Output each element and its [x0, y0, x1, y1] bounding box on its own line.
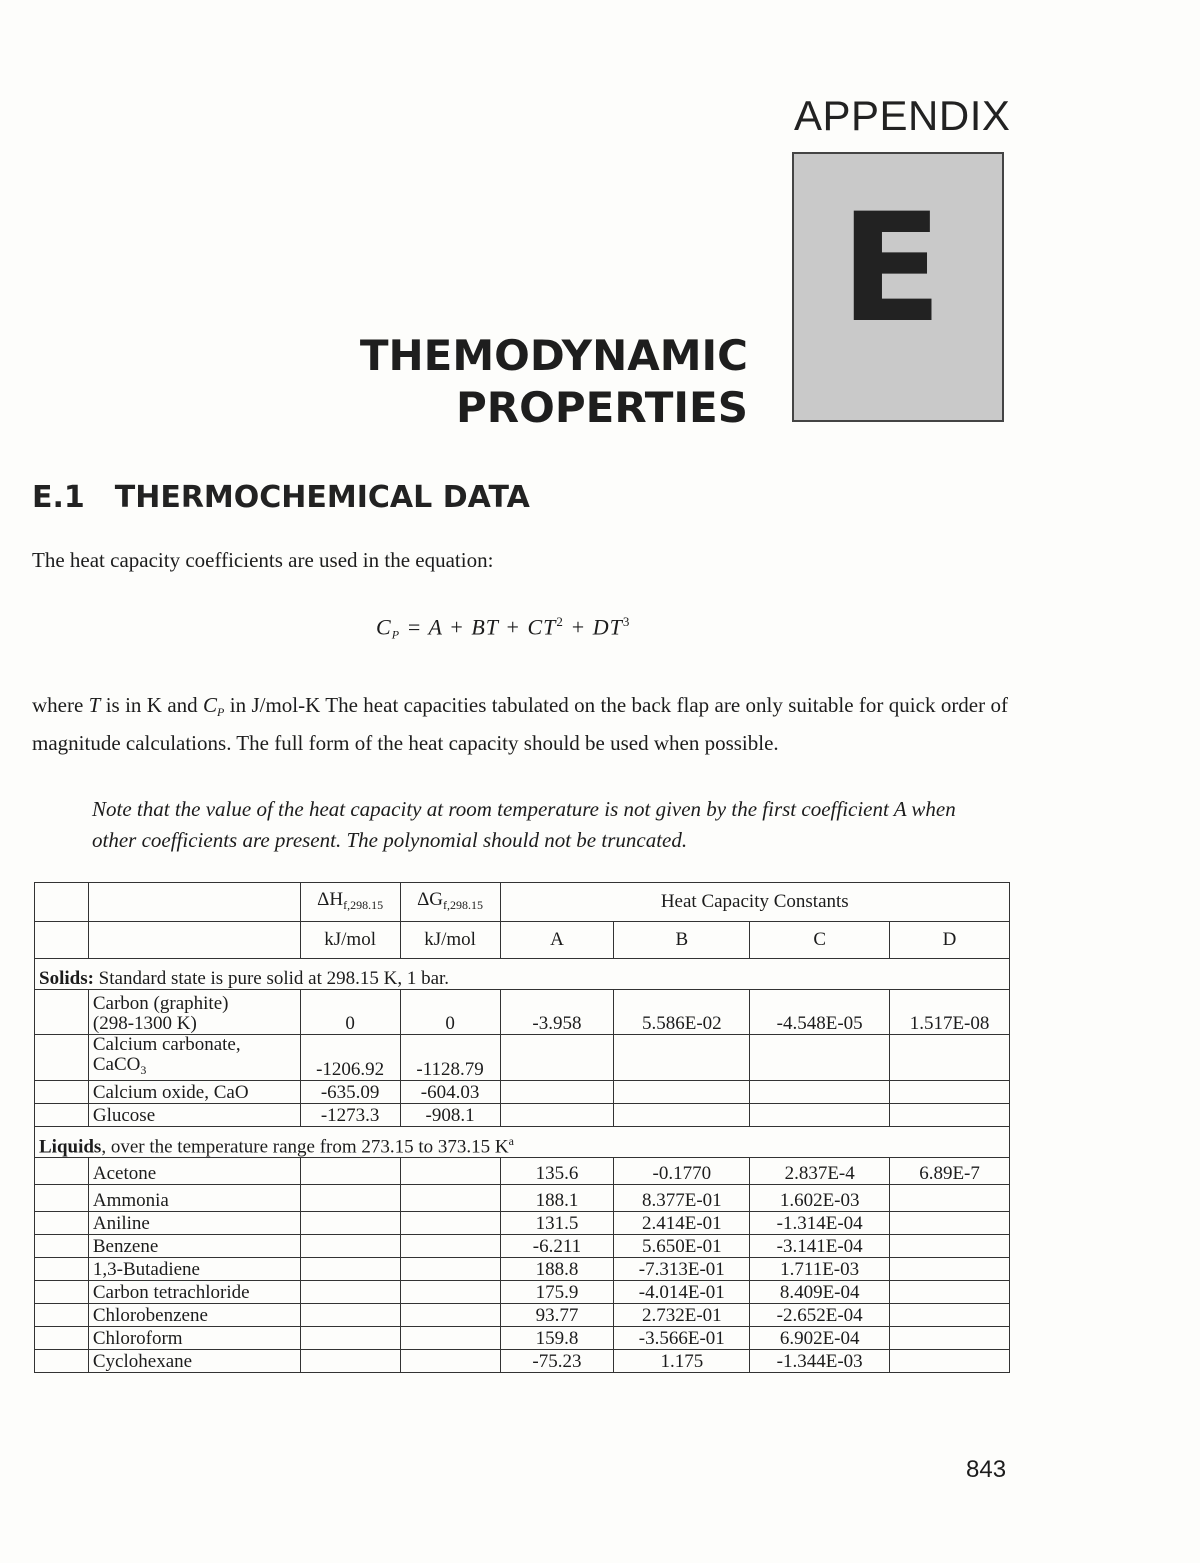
dG-value: -908.1 — [400, 1104, 500, 1127]
dG-value — [400, 1258, 500, 1281]
dH-value: 0 — [300, 990, 400, 1035]
A-value: 175.9 — [500, 1281, 614, 1304]
dH-value — [300, 1304, 400, 1327]
table-cell — [35, 1081, 89, 1104]
compound-name — [88, 990, 300, 1035]
header-A: A — [500, 922, 614, 959]
dH-value: -1273.3 — [300, 1104, 400, 1127]
D-value — [890, 1281, 1010, 1304]
header-C: C — [750, 922, 890, 959]
dH-value — [300, 1281, 400, 1304]
heat-capacity-equation — [376, 614, 630, 642]
A-value: -3.958 — [500, 990, 614, 1035]
B-value: 2.414E-01 — [614, 1212, 750, 1235]
D-value — [890, 1350, 1010, 1373]
D-value — [890, 1235, 1010, 1258]
D-value — [890, 1081, 1010, 1104]
header-dG-symbol: ΔG — [417, 888, 444, 910]
table-row — [35, 990, 1010, 1035]
solids-category-row — [35, 959, 1010, 990]
table-cell — [88, 883, 300, 922]
header-dG — [400, 883, 500, 922]
C-value: 1.602E-03 — [750, 1185, 890, 1212]
compound-name: Glucose — [88, 1104, 300, 1127]
eq-lhs: C — [376, 614, 392, 640]
chapter-title — [360, 330, 748, 434]
appendix-label: APPENDIX — [794, 92, 1011, 139]
A-value — [500, 1081, 614, 1104]
table-row — [35, 1235, 1010, 1258]
D-value: 1.517E-08 — [890, 990, 1010, 1035]
unit-dG: kJ/mol — [400, 922, 500, 959]
D-value — [890, 1104, 1010, 1127]
B-value: 2.732E-01 — [614, 1304, 750, 1327]
C-value: -1.314E-04 — [750, 1212, 890, 1235]
dG-value — [400, 1327, 500, 1350]
header-dH-sub: f,298.15 — [343, 897, 384, 912]
para-Cp-sub: P — [217, 705, 225, 719]
A-value: 188.1 — [500, 1185, 614, 1212]
D-value — [890, 1212, 1010, 1235]
table-cell — [35, 1035, 89, 1081]
C-value — [750, 1081, 890, 1104]
dG-value: -1128.79 — [400, 1035, 500, 1081]
dH-value — [300, 1350, 400, 1373]
table-cell — [35, 1350, 89, 1373]
dG-value — [400, 1281, 500, 1304]
chapter-title-line1: THEMODYNAMIC — [359, 331, 748, 380]
table-cell — [35, 1304, 89, 1327]
compound-name: 1,3-Butadiene — [88, 1258, 300, 1281]
table-row — [35, 1281, 1010, 1304]
para-part1: where — [32, 693, 89, 717]
D-value: 6.89E-7 — [890, 1158, 1010, 1185]
A-value — [500, 1035, 614, 1081]
table-cell — [35, 1281, 89, 1304]
liquids-footnote-mark: a — [508, 1133, 514, 1148]
table-row — [35, 1081, 1010, 1104]
dH-value — [300, 1212, 400, 1235]
compound-name: Chlorobenzene — [88, 1304, 300, 1327]
solids-desc: Standard state is pure solid at 298.15 K, 1 bar. — [93, 968, 450, 989]
dG-value — [400, 1185, 500, 1212]
liquids-desc: , over the temperature range from 273.15 to 373.15 K — [101, 1136, 509, 1157]
compound-name: Chloroform — [88, 1327, 300, 1350]
header-heat-capacity: Heat Capacity Constants — [500, 883, 1009, 922]
compound-name: Aniline — [88, 1212, 300, 1235]
A-value — [500, 1104, 614, 1127]
para-part3: in J/mol-K The heat capacities tabulated on the back flap are only suitable for quick order of magnitude calculations. The full form of the heat capacity should be used when possible. — [32, 693, 1008, 755]
table-units-row — [35, 922, 1010, 959]
section-title: THERMOCHEMICAL DATA — [114, 480, 530, 515]
para-T: T — [88, 693, 101, 717]
table-row — [35, 1258, 1010, 1281]
A-value: 93.77 — [500, 1304, 614, 1327]
header-B: B — [614, 922, 750, 959]
dH-value — [300, 1185, 400, 1212]
dH-value — [300, 1258, 400, 1281]
eq-rhs-prefix: = A + BT + CT — [406, 614, 557, 640]
compound-name: Cyclohexane — [88, 1350, 300, 1373]
C-value: 1.711E-03 — [750, 1258, 890, 1281]
dG-value — [400, 1158, 500, 1185]
table-row — [35, 1212, 1010, 1235]
liquids-category-row — [35, 1127, 1010, 1158]
C-value: -2.652E-04 — [750, 1304, 890, 1327]
unit-dH: kJ/mol — [300, 922, 400, 959]
table-row — [35, 1185, 1010, 1212]
table-row — [35, 1158, 1010, 1185]
D-value — [890, 1327, 1010, 1350]
intro-text: The heat capacity coefficients are used in the equation: — [32, 548, 494, 572]
A-value: 159.8 — [500, 1327, 614, 1350]
table-row — [35, 1035, 1010, 1081]
header-dH-symbol: ΔH — [317, 888, 344, 910]
page-number: 843 — [966, 1456, 1007, 1483]
dG-value — [400, 1212, 500, 1235]
D-value — [890, 1035, 1010, 1081]
C-value: 8.409E-04 — [750, 1281, 890, 1304]
table-cell — [35, 1327, 89, 1350]
compound-name-line1: Carbon (graphite) — [92, 993, 229, 1014]
A-value: -6.211 — [500, 1235, 614, 1258]
liquids-category — [35, 1127, 1010, 1158]
table-row — [35, 1350, 1010, 1373]
section-number: E.1 — [32, 480, 85, 515]
header-dG-sub: f,298.15 — [443, 897, 484, 912]
appendix-letter: E — [840, 182, 943, 356]
table-cell — [35, 1104, 89, 1127]
para-Cp: C — [203, 693, 218, 717]
C-value: 6.902E-04 — [750, 1327, 890, 1350]
eq-exp3: 3 — [622, 614, 631, 629]
note-paragraph: Note that the value of the heat capacity at room temperature is not given by the first coefficient A when other coefficients are present. The polynomial should not be truncated. — [92, 797, 956, 852]
B-value: -4.014E-01 — [614, 1281, 750, 1304]
eq-lhs-sub: P — [391, 627, 401, 642]
table-cell — [35, 922, 89, 959]
table-header-row — [35, 883, 1010, 922]
compound-name-line2: (298-1300 K) — [92, 1013, 197, 1034]
table-cell — [35, 1158, 89, 1185]
C-value: 2.837E-4 — [750, 1158, 890, 1185]
compound-name-line1: Calcium carbonate, — [92, 1034, 241, 1055]
D-value — [890, 1185, 1010, 1212]
A-value: -75.23 — [500, 1350, 614, 1373]
compound-name-line2: CaCO — [92, 1054, 141, 1075]
A-value: 188.8 — [500, 1258, 614, 1281]
table-cell — [35, 1212, 89, 1235]
dH-value: -1206.92 — [300, 1035, 400, 1081]
thermochemical-table — [34, 882, 1010, 1373]
B-value: 1.175 — [614, 1350, 750, 1373]
compound-name: Benzene — [88, 1235, 300, 1258]
eq-rhs-mid: + DT — [563, 614, 623, 640]
C-value — [750, 1104, 890, 1127]
compound-formula-sub: 3 — [140, 1063, 147, 1077]
dH-value: -635.09 — [300, 1081, 400, 1104]
solids-label: Solids: — [39, 968, 94, 989]
explanation-paragraph — [32, 690, 1008, 759]
table-row — [35, 1327, 1010, 1350]
dG-value: 0 — [400, 990, 500, 1035]
B-value: 8.377E-01 — [614, 1185, 750, 1212]
compound-name: Calcium oxide, CaO — [88, 1081, 300, 1104]
compound-name — [88, 1035, 300, 1081]
liquids-body — [35, 1158, 1010, 1373]
B-value — [614, 1081, 750, 1104]
dH-value — [300, 1235, 400, 1258]
B-value: -3.566E-01 — [614, 1327, 750, 1350]
B-value: 5.586E-02 — [614, 990, 750, 1035]
C-value — [750, 1035, 890, 1081]
A-value: 135.6 — [500, 1158, 614, 1185]
dG-value: -604.03 — [400, 1081, 500, 1104]
dG-value — [400, 1304, 500, 1327]
table-row — [35, 1304, 1010, 1327]
chapter-title-line2: PROPERTIES — [456, 383, 748, 432]
C-value: -4.548E-05 — [750, 990, 890, 1035]
B-value — [614, 1104, 750, 1127]
table-row — [35, 1104, 1010, 1127]
compound-name: Ammonia — [88, 1185, 300, 1212]
table-cell — [35, 883, 89, 922]
B-value: -7.313E-01 — [614, 1258, 750, 1281]
table-cell — [35, 990, 89, 1035]
dG-value — [400, 1350, 500, 1373]
section-heading — [32, 480, 530, 515]
para-part2: is in K and — [100, 693, 204, 717]
C-value: -3.141E-04 — [750, 1235, 890, 1258]
eq-exp2: 2 — [556, 614, 564, 629]
D-value — [890, 1258, 1010, 1281]
liquids-label: Liquids — [39, 1136, 102, 1157]
B-value: 5.650E-01 — [614, 1235, 750, 1258]
dH-value — [300, 1158, 400, 1185]
table-cell — [35, 1258, 89, 1281]
C-value: -1.344E-03 — [750, 1350, 890, 1373]
A-value: 131.5 — [500, 1212, 614, 1235]
B-value — [614, 1035, 750, 1081]
compound-name: Carbon tetrachloride — [88, 1281, 300, 1304]
dG-value — [400, 1235, 500, 1258]
table-cell — [35, 1235, 89, 1258]
B-value: -0.1770 — [614, 1158, 750, 1185]
table-cell — [35, 1185, 89, 1212]
header-dH — [300, 883, 400, 922]
header-D: D — [890, 922, 1010, 959]
appendix-letter-box — [792, 152, 1004, 422]
solids-category — [35, 959, 1010, 990]
dH-value — [300, 1327, 400, 1350]
compound-name: Acetone — [88, 1158, 300, 1185]
table-cell — [88, 922, 300, 959]
D-value — [890, 1304, 1010, 1327]
